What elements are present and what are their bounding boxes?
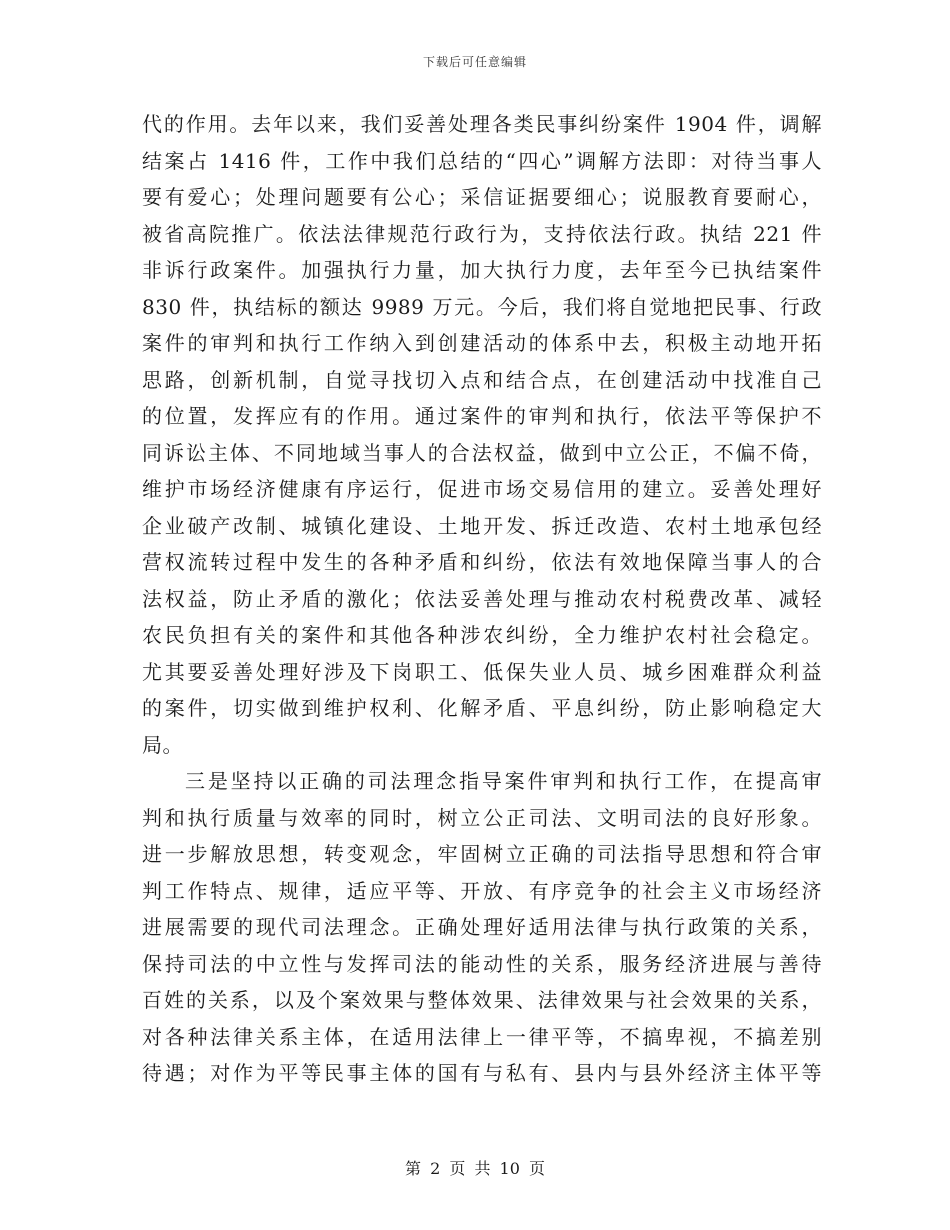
paragraph-1 xyxy=(142,106,822,763)
text-line: 的位置，发挥应有的作用。通过案件的审判和执行，依法平等保护不 xyxy=(142,404,822,428)
text-line: 830 件，执结标的额达 9989 万元。今后，我们将自觉地把民事、行政 xyxy=(142,294,822,319)
text-line: 案件的审判和执行工作纳入到创建活动的体系中去，积极主动地开拓 xyxy=(142,331,822,355)
text-line: 结案占 1416 件，工作中我们总结的“四心”调解方法即：对待当事人 xyxy=(142,148,822,173)
paragraph-2 xyxy=(142,763,822,1092)
text-line: 非诉行政案件。加强执行力量，加大执行力度，去年至今已执结案件 xyxy=(142,258,822,282)
page-header: 下载后可任意编辑 xyxy=(422,55,527,69)
text-line: 思路，创新机制，自觉寻找切入点和结合点，在创建活动中找准自己 xyxy=(142,367,822,392)
text-line: 保持司法的中立性与发挥司法的能动性的关系，服务经济进展与善待 xyxy=(142,951,822,976)
text-line: 百姓的关系，以及个案效果与整体效果、法律效果与社会效果的关系， xyxy=(142,988,822,1012)
text-line: 局。 xyxy=(142,732,183,757)
text-line: 要有爱心；处理问题要有公心；采信证据要细心；说服教育要耐心， xyxy=(142,185,822,209)
text-line: 待遇；对作为平等民事主体的国有与私有、县内与县外经济主体平等 xyxy=(142,1061,822,1085)
text-line: 营权流转过程中发生的各种矛盾和纠纷，依法有效地保障当事人的合 xyxy=(142,550,822,574)
text-line: 判工作特点、规律，适应平等、开放、有序竞争的社会主义市场经济 xyxy=(142,878,822,903)
text-line: 同诉讼主体、不同地域当事人的合法权益，做到中立公正，不偏不倚， xyxy=(142,440,822,465)
text-line: 代的作用。去年以来，我们妥善处理各类民事纠纷案件 1904 件，调解 xyxy=(142,112,822,136)
text-line: 被省高院推广。依法法律规范行政行为，支持依法行政。执结 221 件 xyxy=(142,221,822,246)
text-line: 进一步解放思想，转变观念，牢固树立正确的司法指导思想和符合审 xyxy=(142,842,822,866)
text-line: 法权益，防止矛盾的激化；依法妥善处理与推动农村税费改革、减轻 xyxy=(142,586,822,611)
text-line: 的案件，切实做到维护权利、化解矛盾、平息纠纷，防止影响稳定大 xyxy=(142,696,822,720)
page-footer: 第 2 页 共 10 页 xyxy=(405,1159,545,1178)
document-body xyxy=(142,106,822,1092)
text-line: 判和执行质量与效率的同时，树立公正司法、文明司法的良好形象。 xyxy=(142,805,822,830)
text-line: 企业破产改制、城镇化建设、土地开发、拆迁改造、农村土地承包经 xyxy=(142,513,822,538)
text-line: 维护市场经济健康有序运行，促进市场交易信用的建立。妥善处理好 xyxy=(142,477,822,501)
text-line: 对各种法律关系主体，在适用法律上一律平等，不搞卑视，不搞差别 xyxy=(142,1024,822,1049)
text-line: 农民负担有关的案件和其他各种涉农纠纷，全力维护农村社会稳定。 xyxy=(142,623,822,647)
text-line: 三是坚持以正确的司法理念指导案件审判和执行工作，在提高审 xyxy=(185,769,822,793)
text-line: 进展需要的现代司法理念。正确处理好适用法律与执行政策的关系， xyxy=(142,915,822,939)
text-line: 尤其要妥善处理好涉及下岗职工、低保失业人员、城乡困难群众利益 xyxy=(142,659,822,684)
